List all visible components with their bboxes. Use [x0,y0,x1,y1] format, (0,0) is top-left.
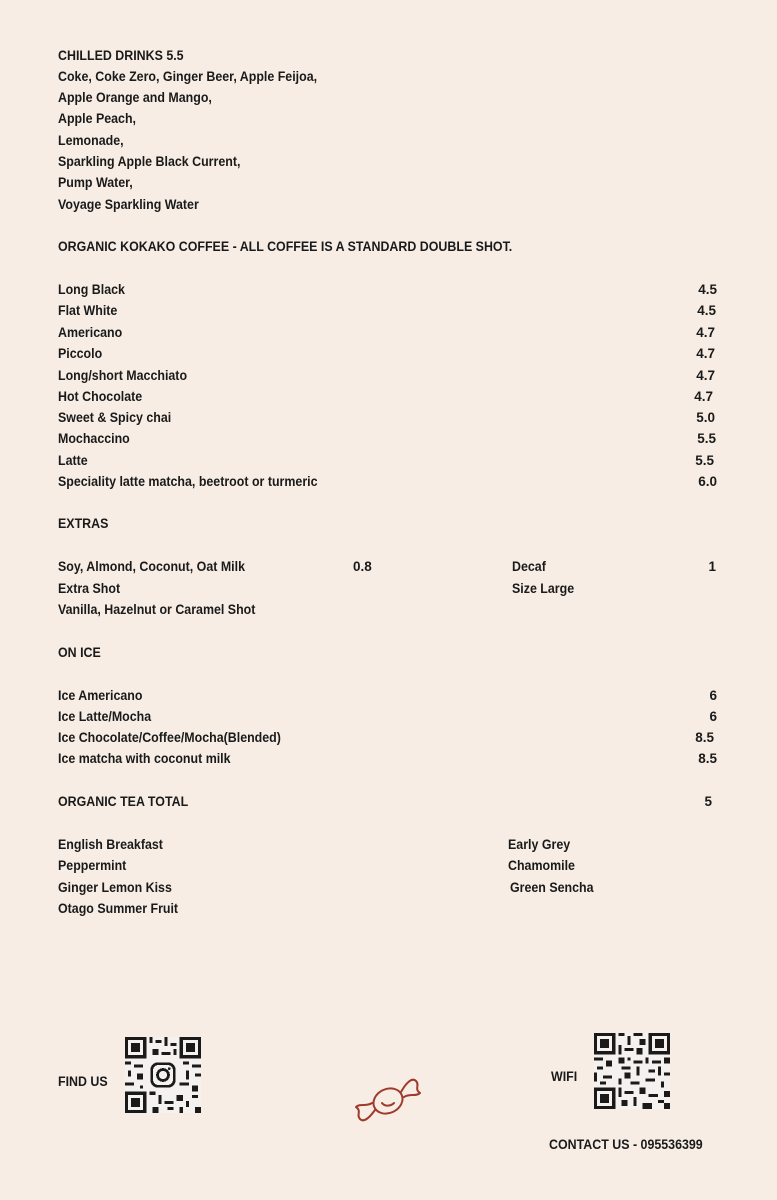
coffee-item-name: Speciality latte matcha, beetroot or turmeric [58,474,318,489]
contact-line: CONTACT US - 095536399 [549,1137,703,1152]
candy-icon [354,1073,422,1127]
coffee-item-name: Sweet & Spicy chai [58,410,172,425]
extras-item-price: 1 [708,559,716,574]
qr-code-wifi-icon[interactable] [594,1033,670,1109]
ice-item-price: 8.5 [698,751,717,766]
chilled-item: Lemonade, [58,133,124,148]
extras-item-name: Decaf [512,559,546,574]
ice-item-price: 6 [709,709,717,724]
coffee-item-price: 5.5 [695,453,714,468]
tea-item: Early Grey [508,837,571,852]
chilled-item: Coke, Coke Zero, Ginger Beer, Apple Feijoa, [58,69,318,84]
chilled-heading: CHILLED DRINKS 5.5 [58,48,184,63]
coffee-item-name: Long/short Macchiato [58,368,188,383]
ice-item-name: Ice Americano [58,688,143,703]
coffee-item-name: Piccolo [58,346,103,361]
coffee-item-price: 5.0 [696,410,715,425]
ice-item-name: Ice Chocolate/Coffee/Mocha(Blended) [58,730,281,745]
extras-item-name: Extra Shot [58,581,121,596]
coffee-item-price: 4.7 [696,346,715,361]
extras-item-name: Size Large [512,581,575,596]
tea-item: Otago Summer Fruit [58,901,179,916]
coffee-item-name: Americano [58,325,123,340]
ice-item-name: Ice matcha with coconut milk [58,751,231,766]
tea-heading: ORGANIC TEA TOTAL [58,794,189,809]
coffee-item-price: 4.7 [696,368,715,383]
tea-item: English Breakfast [58,837,163,852]
extras-item-name: Vanilla, Hazelnut or Caramel Shot [58,602,256,617]
find-us-label: FIND US [58,1074,108,1089]
extras-item-price: 0.8 [353,559,372,574]
ice-item-price: 6 [709,688,717,703]
ice-heading: ON ICE [58,645,101,660]
coffee-item-price: 4.7 [696,325,715,340]
coffee-item-price: 5.5 [697,431,716,446]
coffee-item-name: Latte [58,453,88,468]
coffee-item-price: 4.5 [697,303,716,318]
coffee-item-price: 4.7 [694,389,713,404]
tea-item: Green Sencha [510,880,594,895]
chilled-item: Pump Water, [58,175,133,190]
coffee-item-price: 4.5 [698,282,717,297]
chilled-item: Sparkling Apple Black Current, [58,154,241,169]
coffee-item-name: Hot Chocolate [58,389,143,404]
coffee-item-name: Flat White [58,303,118,318]
chilled-item: Apple Peach, [58,111,136,126]
extras-item-name: Soy, Almond, Coconut, Oat Milk [58,559,246,574]
tea-item: Peppermint [58,858,127,873]
wifi-label: WIFI [551,1069,578,1084]
chilled-item: Voyage Sparkling Water [58,197,199,212]
coffee-item-price: 6.0 [698,474,717,489]
ice-item-price: 8.5 [695,730,714,745]
tea-price: 5 [704,794,712,809]
coffee-item-name: Mochaccino [58,431,130,446]
chilled-item: Apple Orange and Mango, [58,90,212,105]
ice-item-name: Ice Latte/Mocha [58,709,152,724]
tea-item: Ginger Lemon Kiss [58,880,172,895]
coffee-item-name: Long Black [58,282,125,297]
qr-code-instagram-icon[interactable] [125,1037,201,1113]
coffee-heading: ORGANIC KOKAKO COFFEE - ALL COFFEE IS A STANDARD DOUBLE SHOT. [58,239,513,254]
tea-item: Chamomile [508,858,575,873]
extras-heading: EXTRAS [58,516,109,531]
